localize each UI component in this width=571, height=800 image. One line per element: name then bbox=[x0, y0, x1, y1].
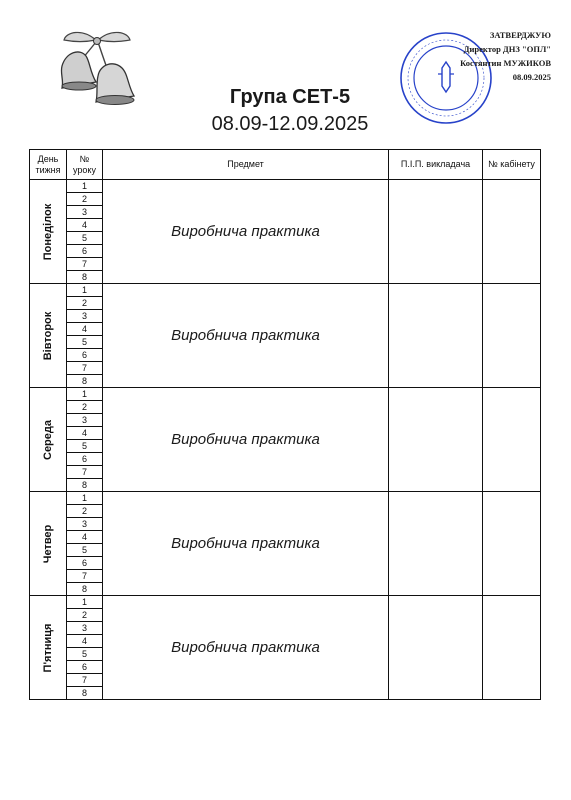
table-row bbox=[30, 596, 541, 609]
approval-line: ЗАТВЕРДЖУЮ bbox=[489, 30, 551, 40]
header-subject: Предмет bbox=[103, 150, 389, 180]
table-row bbox=[30, 180, 541, 193]
lesson-number: 3 bbox=[67, 622, 103, 635]
teacher-cell bbox=[389, 388, 483, 492]
lesson-number: 7 bbox=[67, 674, 103, 687]
day-label: П'ятниця bbox=[42, 623, 54, 672]
approval-line: Директор ДНЗ "ОПЛ" bbox=[463, 44, 551, 54]
lesson-number: 4 bbox=[67, 323, 103, 336]
lesson-number: 6 bbox=[67, 453, 103, 466]
table-row bbox=[30, 388, 541, 401]
day-label: Понеділок bbox=[42, 203, 54, 260]
lesson-number: 4 bbox=[67, 219, 103, 232]
room-cell bbox=[483, 388, 541, 492]
lesson-number: 2 bbox=[67, 401, 103, 414]
lesson-number: 5 bbox=[67, 232, 103, 245]
room-cell bbox=[483, 596, 541, 700]
lesson-number: 2 bbox=[67, 297, 103, 310]
lesson-number: 6 bbox=[67, 557, 103, 570]
lesson-number: 2 bbox=[67, 609, 103, 622]
lesson-number: 1 bbox=[67, 388, 103, 401]
header-room: № кабінету bbox=[483, 150, 541, 180]
lesson-number: 8 bbox=[67, 687, 103, 700]
approval-block bbox=[395, 28, 551, 84]
lesson-number: 7 bbox=[67, 258, 103, 271]
room-cell bbox=[483, 284, 541, 388]
lesson-number: 5 bbox=[67, 440, 103, 453]
lesson-number: 7 bbox=[67, 466, 103, 479]
lesson-number: 7 bbox=[67, 570, 103, 583]
teacher-cell bbox=[389, 180, 483, 284]
date-range: 08.09-12.09.2025 bbox=[211, 113, 369, 135]
bells-icon bbox=[52, 26, 142, 108]
day-label: Четвер bbox=[42, 524, 54, 563]
header-teacher: П.І.П. викладача bbox=[389, 150, 483, 180]
lesson-number: 1 bbox=[67, 180, 103, 193]
lesson-number: 4 bbox=[67, 635, 103, 648]
lesson-number: 6 bbox=[67, 349, 103, 362]
header-lesson: № уроку bbox=[67, 150, 103, 180]
lesson-number: 1 bbox=[67, 596, 103, 609]
day-cell bbox=[30, 388, 67, 492]
schedule-body bbox=[30, 180, 541, 700]
lesson-number: 8 bbox=[67, 479, 103, 492]
room-cell bbox=[483, 492, 541, 596]
teacher-cell bbox=[389, 596, 483, 700]
lesson-number: 8 bbox=[67, 271, 103, 284]
approval-line: 08.09.2025 bbox=[512, 72, 551, 82]
subject-cell: Виробнича практика bbox=[103, 388, 389, 492]
lesson-number: 8 bbox=[67, 375, 103, 388]
teacher-cell bbox=[389, 284, 483, 388]
day-label: Середа bbox=[42, 419, 54, 460]
subject-cell: Виробнича практика bbox=[103, 492, 389, 596]
lesson-number: 1 bbox=[67, 492, 103, 505]
subject-cell: Виробнича практика bbox=[103, 596, 389, 700]
lesson-number: 7 bbox=[67, 362, 103, 375]
day-cell bbox=[30, 492, 67, 596]
lesson-number: 2 bbox=[67, 505, 103, 518]
day-cell bbox=[30, 284, 67, 388]
lesson-number: 3 bbox=[67, 518, 103, 531]
room-cell bbox=[483, 180, 541, 284]
header-day: День тижня bbox=[30, 150, 67, 180]
lesson-number: 5 bbox=[67, 544, 103, 557]
lesson-number: 1 bbox=[67, 284, 103, 297]
page-title: Група СЕТ-5 bbox=[229, 86, 351, 108]
teacher-cell bbox=[389, 492, 483, 596]
subject-cell: Виробнича практика bbox=[103, 180, 389, 284]
lesson-number: 3 bbox=[67, 206, 103, 219]
lesson-number: 3 bbox=[67, 414, 103, 427]
day-cell bbox=[30, 596, 67, 700]
table-row bbox=[30, 492, 541, 505]
lesson-number: 6 bbox=[67, 245, 103, 258]
table-row bbox=[30, 284, 541, 297]
approval-line: Костянтин МУЖИКОВ bbox=[460, 58, 551, 68]
lesson-number: 8 bbox=[67, 583, 103, 596]
lesson-number: 5 bbox=[67, 336, 103, 349]
day-cell bbox=[30, 180, 67, 284]
lesson-number: 5 bbox=[67, 648, 103, 661]
day-label: Вівторок bbox=[42, 311, 54, 360]
lesson-number: 6 bbox=[67, 661, 103, 674]
lesson-number: 4 bbox=[67, 427, 103, 440]
schedule-table bbox=[29, 149, 541, 700]
lesson-number: 3 bbox=[67, 310, 103, 323]
table-header-row bbox=[30, 150, 541, 180]
lesson-number: 4 bbox=[67, 531, 103, 544]
subject-cell: Виробнича практика bbox=[103, 284, 389, 388]
lesson-number: 2 bbox=[67, 193, 103, 206]
